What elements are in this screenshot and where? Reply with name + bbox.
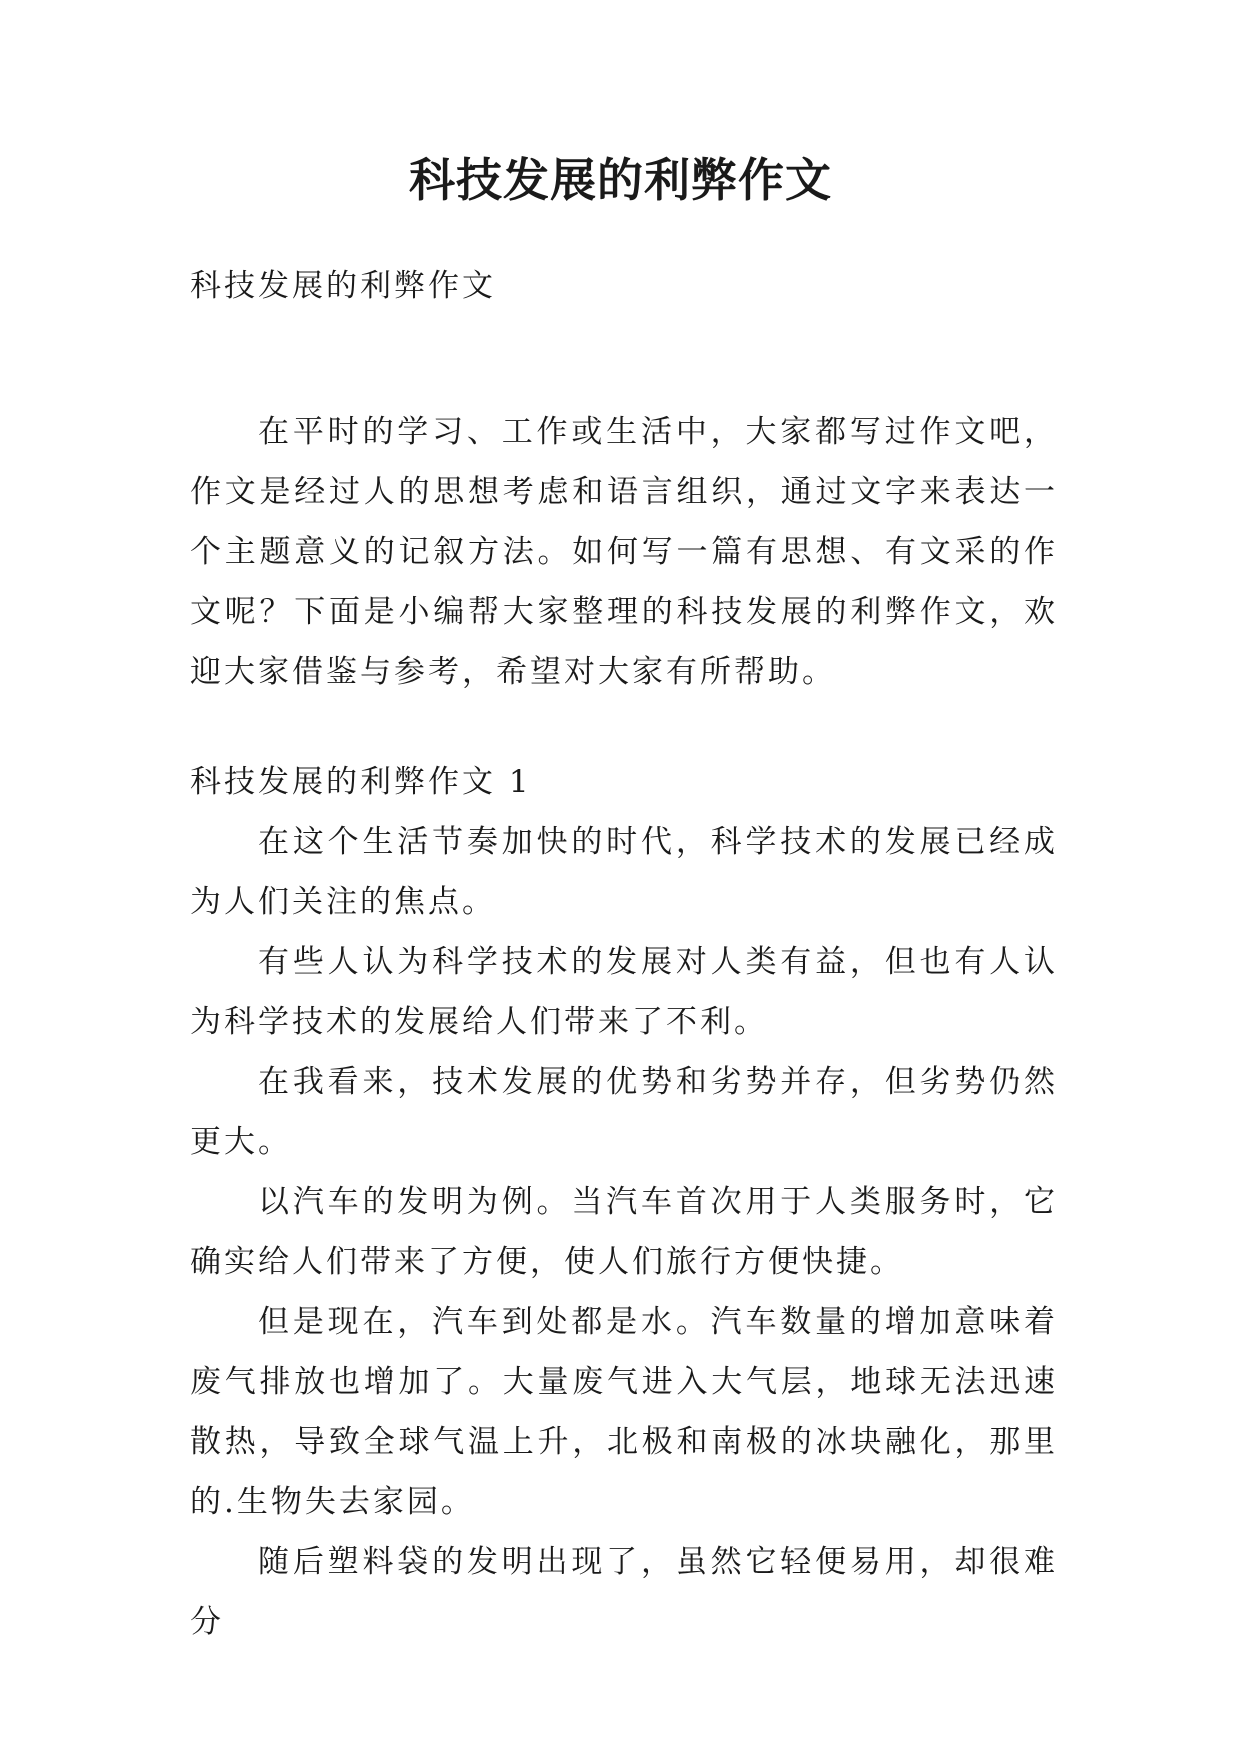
intro-paragraph: 在平时的学习、工作或生活中，大家都写过作文吧，作文是经过人的思想考虑和语言组织，通过文字来表达一个主题意义的记叙方法。如何写一篇有思想、有文采的作文呢？下面是小编帮大家整理的科技发展的利弊作文，欢迎大家借鉴与参考，希望对大家有所帮助。: [190, 414, 1058, 690]
body-paragraph: 随后塑料袋的发明出现了，虽然它轻便易用，却很难分: [190, 1544, 1058, 1640]
document-subtitle: 科技发展的利弊作文: [190, 268, 496, 304]
body-paragraph: 有些人认为科学技术的发展对人类有益，但也有人认为科学技术的发展给人们带来了不利。: [190, 944, 1058, 1040]
document-title: 科技发展的利弊作文: [409, 153, 832, 207]
section-body: [190, 812, 1058, 1652]
body-paragraph: 在这个生活节奏加快的时代，科学技术的发展已经成为人们关注的焦点。: [190, 824, 1058, 920]
body-paragraph: 在我看来，技术发展的优势和劣势并存，但劣势仍然更大。: [190, 1064, 1058, 1160]
body-paragraph: 以汽车的发明为例。当汽车首次用于人类服务时，它确实给人们带来了方便，使人们旅行方便快捷。: [190, 1184, 1058, 1280]
section-heading: 科技发展的利弊作文 1: [190, 764, 532, 800]
body-paragraph: 但是现在，汽车到处都是水。汽车数量的增加意味着废气排放也增加了。大量废气进入大气层，地球无法迅速散热，导致全球气温上升，北极和南极的冰块融化，那里的.生物失去家园。: [190, 1304, 1058, 1520]
